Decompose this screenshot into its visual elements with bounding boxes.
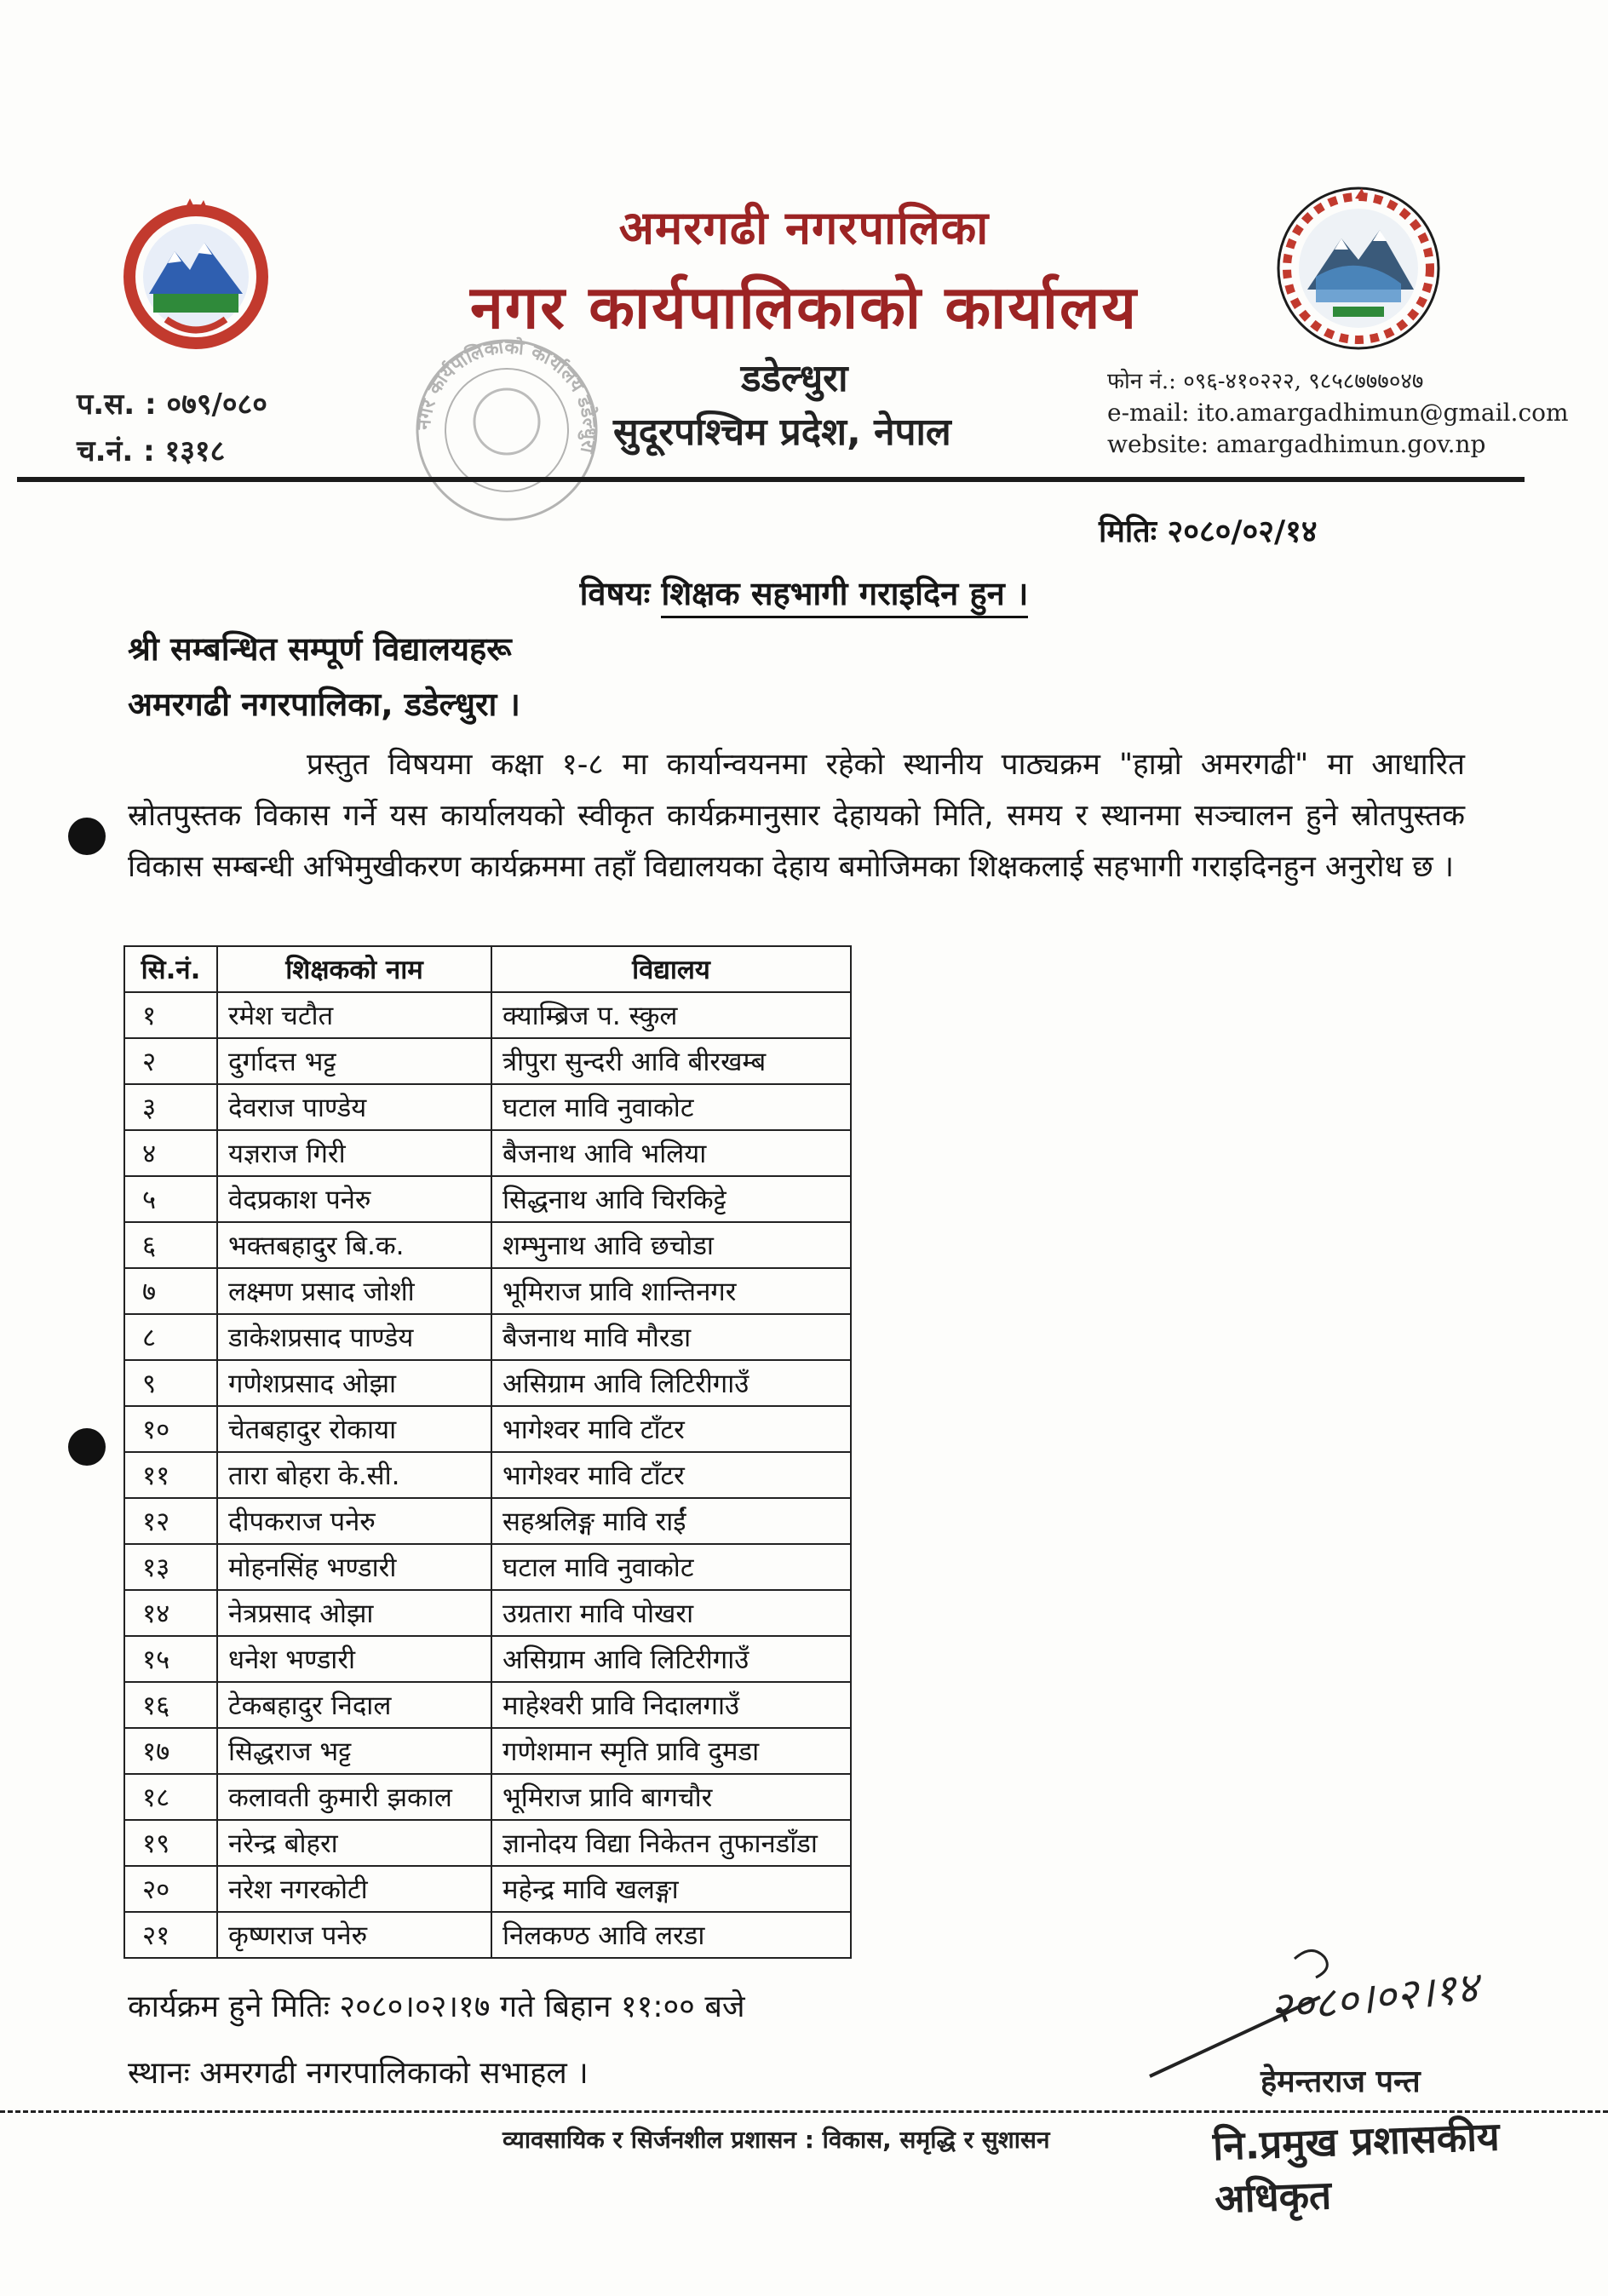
teacher-name-cell: डाकेशप्रसाद पाण्डेय: [217, 1314, 491, 1360]
school-name-cell: त्रीपुरा सुन्दरी आवि बीरखम्ब: [491, 1038, 851, 1084]
table-header-row: [124, 946, 851, 992]
table-row: [124, 1820, 851, 1866]
school-name-cell: बैजनाथ आवि भलिया: [491, 1130, 851, 1176]
school-name-cell: घटाल मावि नुवाकोट: [491, 1544, 851, 1590]
school-name-cell: सहश्रलिङ्ग मावि राईं: [491, 1498, 851, 1544]
serial-number-cell: ११: [124, 1452, 217, 1498]
teacher-name-cell: कृष्णराज पनेरु: [217, 1912, 491, 1958]
addressee-line-2: अमरगढी नगरपालिका, डडेल्धुरा ।: [128, 686, 520, 723]
subject-text: शिक्षक सहभागी गराइदिन हुन ।: [661, 575, 1028, 618]
contact-email: e-mail: ito.amargadhimun@gmail.com: [1107, 399, 1569, 427]
column-header-school: विद्यालय: [491, 946, 851, 992]
serial-number-cell: १२: [124, 1498, 217, 1544]
school-name-cell: क्याम्ब्रिज प. स्कुल: [491, 992, 851, 1038]
serial-number-cell: ८: [124, 1314, 217, 1360]
table-row: [124, 1544, 851, 1590]
table-row: [124, 1084, 851, 1130]
serial-number-cell: १९: [124, 1820, 217, 1866]
serial-number-cell: १६: [124, 1682, 217, 1728]
school-name-cell: भागेश्वर मावि टाँटर: [491, 1406, 851, 1452]
teacher-name-cell: लक्ष्मण प्रसाद जोशी: [217, 1268, 491, 1314]
school-name-cell: ज्ञानोदय विद्या निकेतन तुफानडाँडा: [491, 1820, 851, 1866]
serial-number-cell: ६: [124, 1222, 217, 1268]
serial-number-cell: ५: [124, 1176, 217, 1222]
teacher-name-cell: चेतबहादुर रोकाया: [217, 1406, 491, 1452]
contact-website: website: amargadhimun.gov.np: [1107, 430, 1486, 458]
teacher-name-cell: नेत्रप्रसाद ओझा: [217, 1590, 491, 1636]
punch-hole: [68, 818, 106, 855]
school-name-cell: बैजनाथ मावि मौरडा: [491, 1314, 851, 1360]
school-name-cell: घटाल मावि नुवाकोट: [491, 1084, 851, 1130]
table-row: [124, 1130, 851, 1176]
punch-hole: [68, 1428, 106, 1466]
table-row: [124, 1636, 851, 1682]
teacher-name-cell: मोहनसिंह भण्डारी: [217, 1544, 491, 1590]
letter-subject: [0, 571, 1608, 615]
serial-number-cell: १४: [124, 1590, 217, 1636]
teacher-name-cell: वेदप्रकाश पनेरु: [217, 1176, 491, 1222]
serial-number-cell: १७: [124, 1728, 217, 1774]
teacher-name-cell: टेकबहादुर निदाल: [217, 1682, 491, 1728]
school-name-cell: शम्भुनाथ आवि छचोडा: [491, 1222, 851, 1268]
school-name-cell: निलकण्ठ आवि लरडा: [491, 1912, 851, 1958]
table-row: [124, 1314, 851, 1360]
table-row: [124, 1682, 851, 1728]
serial-number-cell: ९: [124, 1360, 217, 1406]
school-name-cell: भूमिराज प्रावि शान्तिनगर: [491, 1268, 851, 1314]
teacher-name-cell: भक्तबहादुर बि.क.: [217, 1222, 491, 1268]
teacher-name-cell: दुर्गादत्त भट्ट: [217, 1038, 491, 1084]
teacher-name-cell: दीपकराज पनेरु: [217, 1498, 491, 1544]
school-name-cell: महेन्द्र मावि खलङ्गा: [491, 1866, 851, 1912]
table-row: [124, 1728, 851, 1774]
reference-fiscal-year: प.स. : ०७९/०८०: [77, 387, 267, 422]
serial-number-cell: २१: [124, 1912, 217, 1958]
school-name-cell: उग्रतारा मावि पोखरा: [491, 1590, 851, 1636]
letter-date: मितिः २०८०/०२/१४: [1099, 514, 1318, 549]
program-date: कार्यक्रम हुने मितिः २०८०।०२।१७ गते बिहान ११:०० बजे: [128, 1989, 745, 2024]
program-venue: स्थानः अमरगढी नगरपालिकाको सभाहल ।: [128, 2056, 589, 2091]
teacher-name-cell: देवराज पाण्डेय: [217, 1084, 491, 1130]
serial-number-cell: १८: [124, 1774, 217, 1820]
municipality-name: अमरगढी नगरपालिका: [618, 201, 990, 255]
subject-label: विषयः: [579, 575, 651, 612]
table-row: [124, 1176, 851, 1222]
school-name-cell: सिद्धनाथ आवि चिरकिट्टे: [491, 1176, 851, 1222]
office-name: नगर कार्यपालिकाको कार्यालय: [469, 273, 1139, 342]
teacher-name-cell: यज्ञराज गिरी: [217, 1130, 491, 1176]
table-row: [124, 1912, 851, 1958]
signer-name: हेमन्तराज पन्त: [1261, 2064, 1421, 2099]
svg-text:नगर कार्यपालिकाको कार्यालय डडे: नगर कार्यपालिकाको कार्यालय डडेल्धुरा: [413, 336, 600, 455]
province-name: सुदूरपश्चिम प्रदेश, नेपाल: [613, 410, 951, 454]
table-row: [124, 992, 851, 1038]
handwritten-date: २०८०।०२।१४: [1266, 1962, 1481, 2034]
serial-number-cell: २: [124, 1038, 217, 1084]
teacher-name-cell: नरेश नगरकोटी: [217, 1866, 491, 1912]
table-row: [124, 1498, 851, 1544]
header-divider: [17, 477, 1525, 482]
column-header-teacher-name: शिक्षकको नाम: [217, 946, 491, 992]
teacher-name-cell: रमेश चटौत: [217, 992, 491, 1038]
school-name-cell: गणेशमान स्मृति प्रावि दुमडा: [491, 1728, 851, 1774]
table-row: [124, 1268, 851, 1314]
serial-number-cell: १०: [124, 1406, 217, 1452]
serial-number-cell: ७: [124, 1268, 217, 1314]
school-name-cell: माहेश्वरी प्रावि निदालगाउँ: [491, 1682, 851, 1728]
office-seal-stamp: [409, 332, 605, 528]
dispatch-number: च.नं. : १३१८: [77, 434, 226, 468]
signer-title: नि.प्रमुख प्रशासकीय अधिकृत: [1212, 2113, 1501, 2223]
school-name-cell: भूमिराज प्रावि बागचौर: [491, 1774, 851, 1820]
table-row: [124, 1360, 851, 1406]
serial-number-cell: १: [124, 992, 217, 1038]
serial-number-cell: १५: [124, 1636, 217, 1682]
serial-number-cell: ४: [124, 1130, 217, 1176]
teacher-name-cell: कलावती कुमारी झकाल: [217, 1774, 491, 1820]
teacher-name-cell: गणेशप्रसाद ओझा: [217, 1360, 491, 1406]
contact-phone: फोन नं.: ०९६-४१०२२२, ९८५८७७७०४७: [1107, 369, 1424, 394]
serial-number-cell: ३: [124, 1084, 217, 1130]
footer-divider: [0, 2110, 1608, 2113]
teacher-name-cell: तारा बोहरा के.सी.: [217, 1452, 491, 1498]
table-row: [124, 1774, 851, 1820]
serial-number-cell: २०: [124, 1866, 217, 1912]
table-row: [124, 1590, 851, 1636]
serial-number-cell: १३: [124, 1544, 217, 1590]
school-name-cell: भागेश्वर मावि टाँटर: [491, 1452, 851, 1498]
footer-motto: व्यावसायिक र सिर्जनशील प्रशासन : विकास, समृद्धि र सुशासन: [502, 2126, 1050, 2154]
teachers-table: [123, 945, 852, 1959]
teacher-name-cell: नरेन्द्र बोहरा: [217, 1820, 491, 1866]
school-name-cell: असिग्राम आवि लिटिरीगाउँ: [491, 1636, 851, 1682]
table-row: [124, 1866, 851, 1912]
table-row: [124, 1038, 851, 1084]
school-name-cell: असिग्राम आवि लिटिरीगाउँ: [491, 1360, 851, 1406]
teacher-name-cell: धनेश भण्डारी: [217, 1636, 491, 1682]
district-name: डडेल्धुरा: [741, 357, 848, 400]
letter-body: प्रस्तुत विषयमा कक्षा १-८ मा कार्यान्वयनमा रहेको स्थानीय पाठ्यक्रम "हाम्रो अमरगढी" मा आधारित स्रोतपुस्तक विकास गर्ने यस कार्यालयको स्वीकृत कार्यक्रमानुसार देहायको मिति, समय र स्थानमा सञ्चालन हुने स्रोतपुस्तक विकास सम्बन्धी अभिमुखीकरण कार्यक्रममा तहाँ विद्यालयका देहाय बमोजिमका शिक्षकलाई सहभागी गराइदिनहुन अनुरोध छ ।: [128, 748, 1466, 884]
column-header-serial: सि.नं.: [124, 946, 217, 992]
teacher-name-cell: सिद्धराज भट्ट: [217, 1728, 491, 1774]
table-row: [124, 1406, 851, 1452]
addressee-line-1: श्री सम्बन्धित सम्पूर्ण विद्यालयहरू: [128, 630, 512, 668]
table-row: [124, 1222, 851, 1268]
table-row: [124, 1452, 851, 1498]
